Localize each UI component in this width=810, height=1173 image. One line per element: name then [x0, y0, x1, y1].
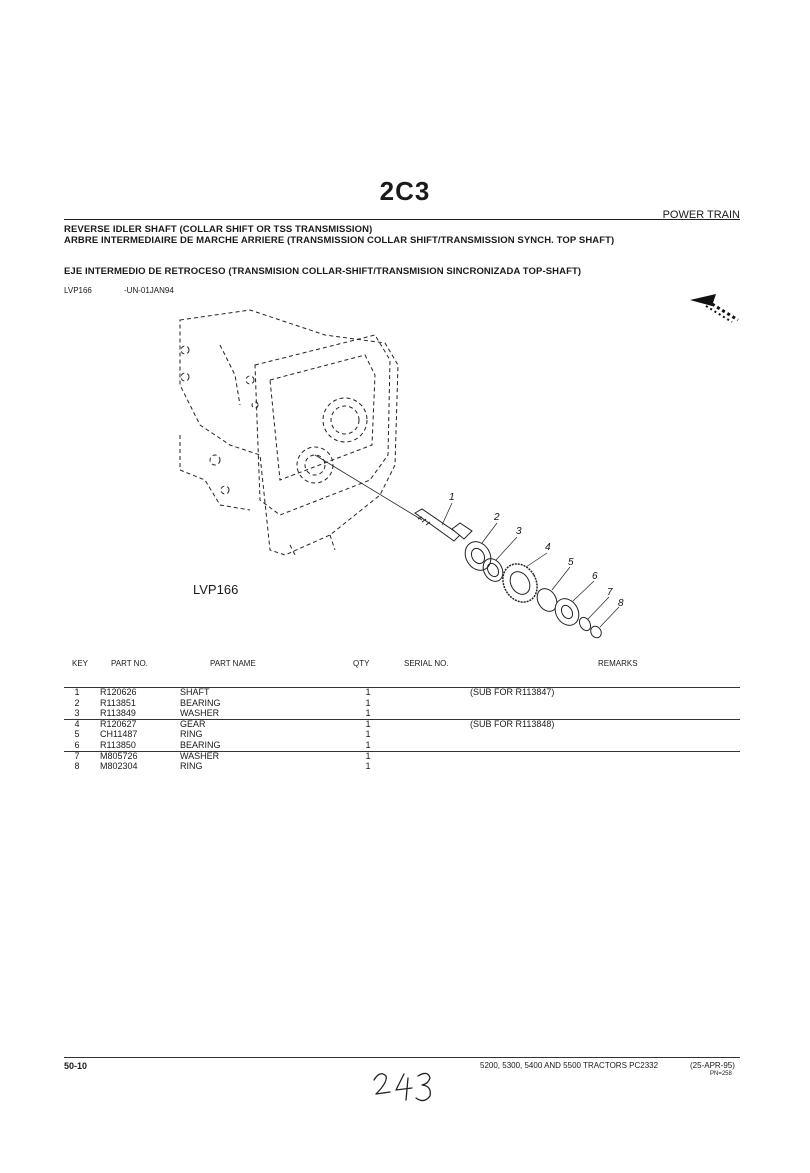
- cell-qty: 1: [365, 761, 371, 771]
- figure-date: -UN-01JAN94: [124, 286, 174, 295]
- callout-2: 2: [494, 512, 500, 523]
- cell-part-name: SHAFT: [180, 687, 210, 697]
- cell-remarks: (SUB FOR R113848): [470, 719, 555, 729]
- cell-qty: 1: [365, 740, 371, 750]
- table-row: [0, 761, 810, 772]
- cell-key: 6: [74, 740, 80, 750]
- handwritten-page-number: [370, 1068, 440, 1108]
- cell-part-no: CH11487: [100, 729, 138, 739]
- table-row: [0, 729, 810, 740]
- cell-part-no: M802304: [100, 761, 138, 771]
- page-number: 50-10: [64, 1061, 88, 1071]
- catalog-info: 5200, 5300, 5400 AND 5500 TRACTORS PC2332: [480, 1061, 659, 1070]
- cell-key: 5: [74, 729, 80, 739]
- figure-reference: LVP166: [64, 286, 92, 295]
- cell-qty: 1: [365, 698, 371, 708]
- cell-key: 3: [74, 708, 80, 718]
- cell-part-no: R120627: [100, 719, 137, 729]
- part-bearing-2: [460, 537, 496, 575]
- cell-qty: 1: [365, 729, 371, 739]
- cell-part-name: WASHER: [180, 751, 220, 761]
- cell-key: 4: [74, 719, 80, 729]
- cell-remarks: (SUB FOR R113847): [470, 687, 555, 697]
- cell-part-no: M805726: [100, 751, 138, 761]
- title-english: REVERSE IDLER SHAFT (COLLAR SHIFT OR TSS TRANSMISSION): [64, 224, 373, 235]
- transmission-housing: [180, 310, 398, 555]
- cell-part-no: R120626: [100, 687, 137, 697]
- cell-part-name: WASHER: [180, 708, 220, 718]
- cell-qty: 1: [365, 687, 371, 697]
- col-header-qty: QTY: [353, 659, 370, 668]
- page-code: PN=258: [710, 1071, 732, 1077]
- cell-key: 1: [74, 687, 80, 697]
- col-header-part-name: PART NAME: [210, 659, 256, 668]
- footer-rule: [64, 1057, 740, 1058]
- callout-6: 6: [592, 571, 598, 582]
- cell-part-no: R113850: [100, 740, 136, 750]
- title-french: ARBRE INTERMEDIAIRE DE MARCHE ARRIERE (TRANSMISSION COLLAR SHIFT/TRANSMISSION SYNCH. TOP SHAFT): [64, 235, 615, 246]
- callout-5: 5: [568, 557, 574, 568]
- part-bearing-6: [550, 594, 583, 629]
- table-row: [0, 708, 810, 719]
- header-rule: [64, 219, 740, 220]
- table-row: [0, 687, 810, 698]
- cell-qty: 1: [365, 708, 371, 718]
- part-shaft: [415, 509, 472, 541]
- title-spanish: EJE INTERMEDIO DE RETROCESO (TRANSMISION COLLAR-SHIFT/TRANSMISION SINCRONIZADA TOP-SHAFT): [64, 266, 582, 277]
- direction-arrow-icon: [688, 292, 744, 326]
- callout-3: 3: [516, 526, 522, 537]
- cell-qty: 1: [365, 719, 371, 729]
- col-header-key: KEY: [72, 659, 89, 668]
- cell-part-name: RING: [180, 761, 203, 771]
- cell-key: 2: [74, 698, 80, 708]
- col-header-part-no: PART NO.: [111, 659, 148, 668]
- callout-1: 1: [449, 492, 455, 503]
- cell-key: 7: [74, 751, 80, 761]
- table-row: [0, 740, 810, 751]
- col-header-serial: SERIAL NO.: [404, 659, 449, 668]
- cell-part-name: BEARING: [180, 740, 221, 750]
- category-label: POWER TRAIN: [662, 209, 740, 221]
- cell-part-name: GEAR: [180, 719, 206, 729]
- cell-part-name: BEARING: [180, 698, 221, 708]
- cell-part-no: R113849: [100, 708, 136, 718]
- callout-7: 7: [607, 587, 613, 598]
- part-gear: [496, 558, 544, 609]
- section-code: 2C3: [379, 176, 431, 206]
- col-header-remarks: REMARKS: [598, 659, 638, 668]
- cell-qty: 1: [365, 751, 371, 761]
- cell-key: 8: [74, 761, 80, 771]
- callout-4: 4: [545, 542, 551, 553]
- catalog-date: (25-APR-95): [690, 1061, 735, 1070]
- cell-part-no: R113851: [100, 698, 136, 708]
- callout-8: 8: [618, 598, 624, 609]
- cell-part-name: RING: [180, 729, 203, 739]
- figure-label: LVP166: [193, 582, 239, 597]
